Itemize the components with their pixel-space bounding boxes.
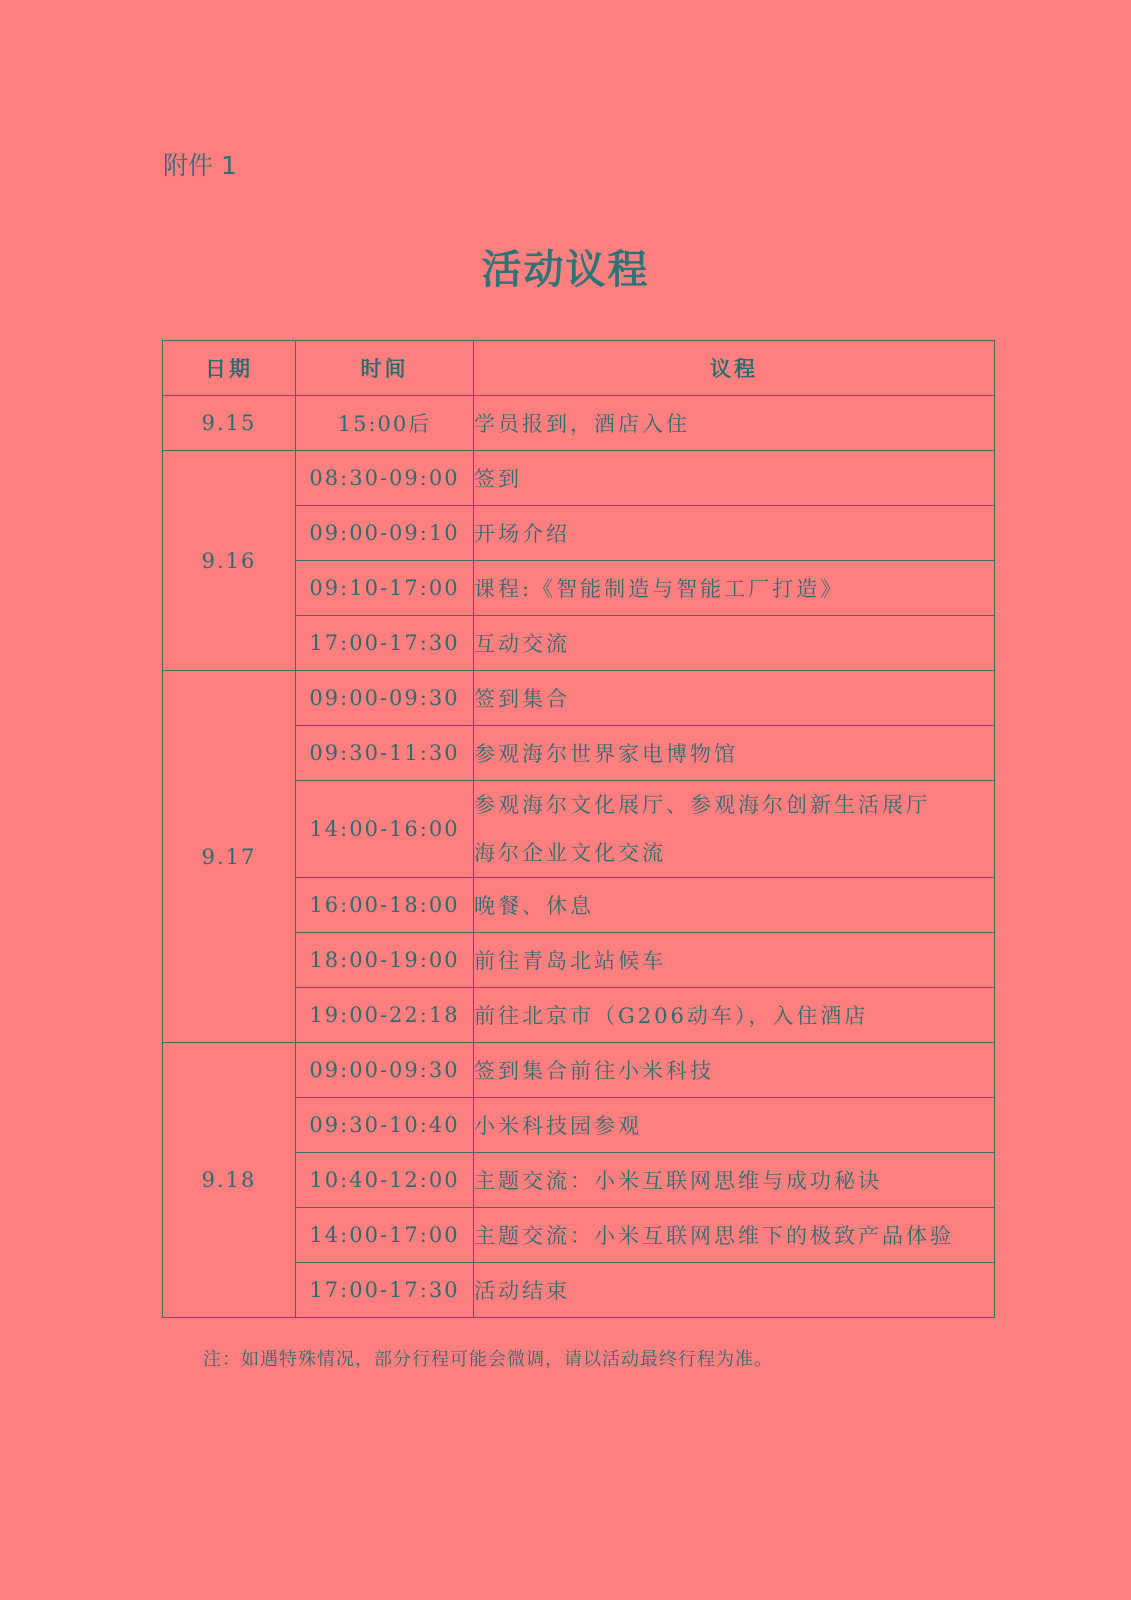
agenda-line: 前往北京市（G206动车），入住酒店 (474, 1004, 869, 1028)
agenda-line: 主题交流：小米互联网思维与成功秘诀 (474, 1169, 882, 1193)
agenda-cell (474, 878, 995, 933)
time-cell: 08:30-09:00 (296, 451, 474, 506)
time-cell: 09:30-11:30 (296, 726, 474, 781)
agenda-line: 互动交流 (474, 632, 570, 656)
table-row (163, 671, 995, 726)
agenda-line: 签到 (474, 467, 522, 491)
agenda-line: 主题交流：小米互联网思维下的极致产品体验 (474, 1224, 954, 1248)
agenda-cell (474, 671, 995, 726)
footnote: 注：如遇特殊情况，部分行程可能会微调，请以活动最终行程为准。 (203, 1349, 773, 1370)
time-cell: 15:00后 (296, 396, 474, 451)
date-cell: 9.15 (163, 396, 296, 451)
table-row (163, 396, 995, 451)
agenda-cell (474, 506, 995, 561)
header-time: 时间 (296, 341, 474, 396)
time-cell: 10:40-12:00 (296, 1153, 474, 1208)
agenda-cell (474, 988, 995, 1043)
page-title: 活动议程 (481, 246, 650, 293)
time-cell: 14:00-16:00 (296, 781, 474, 878)
agenda-line: 前往青岛北站候车 (474, 949, 666, 973)
agenda-cell (474, 1098, 995, 1153)
time-cell: 14:00-17:00 (296, 1208, 474, 1263)
time-cell: 16:00-18:00 (296, 878, 474, 933)
agenda-line: 签到集合前往小米科技 (474, 1059, 714, 1083)
agenda-line: 开场介绍 (474, 522, 570, 546)
table-row (163, 1043, 995, 1098)
table-body (163, 396, 995, 1318)
time-cell: 09:00-09:30 (296, 1043, 474, 1098)
time-cell: 09:10-17:00 (296, 561, 474, 616)
agenda-cell (474, 1263, 995, 1318)
time-cell: 17:00-17:30 (296, 616, 474, 671)
agenda-cell (474, 1043, 995, 1098)
agenda-line: 参观海尔文化展厅、参观海尔创新生活展厅 (474, 793, 930, 817)
date-cell: 9.16 (163, 451, 296, 671)
agenda-table (162, 340, 995, 1318)
date-cell: 9.17 (163, 671, 296, 1043)
agenda-line: 活动结束 (474, 1279, 570, 1303)
time-cell: 09:00-09:10 (296, 506, 474, 561)
table-row (163, 451, 995, 506)
agenda-cell (474, 726, 995, 781)
time-cell: 18:00-19:00 (296, 933, 474, 988)
header-date: 日期 (163, 341, 296, 396)
time-cell: 09:30-10:40 (296, 1098, 474, 1153)
agenda-cell (474, 451, 995, 506)
time-cell: 09:00-09:30 (296, 671, 474, 726)
agenda-line: 课程:《智能制造与智能工厂打造》 (474, 577, 845, 601)
agenda-line: 海尔企业文化交流 (474, 841, 666, 865)
agenda-line: 参观海尔世界家电博物馆 (474, 742, 738, 766)
table-header (163, 341, 995, 396)
agenda-cell (474, 1208, 995, 1263)
header-row (163, 341, 995, 396)
header-agenda: 议程 (474, 341, 995, 396)
agenda-line: 小米科技园参观 (474, 1114, 642, 1138)
agenda-cell (474, 561, 995, 616)
agenda-cell (474, 616, 995, 671)
agenda-line: 晚餐、休息 (474, 894, 594, 918)
agenda-cell (474, 933, 995, 988)
date-cell: 9.18 (163, 1043, 296, 1318)
agenda-line: 签到集合 (474, 687, 570, 711)
agenda-line: 学员报到，酒店入住 (474, 412, 690, 436)
agenda-cell (474, 781, 995, 878)
agenda-cell (474, 396, 995, 451)
attachment-label: 附件 1 (163, 151, 237, 180)
agenda-cell (474, 1153, 995, 1208)
time-cell: 17:00-17:30 (296, 1263, 474, 1318)
time-cell: 19:00-22:18 (296, 988, 474, 1043)
